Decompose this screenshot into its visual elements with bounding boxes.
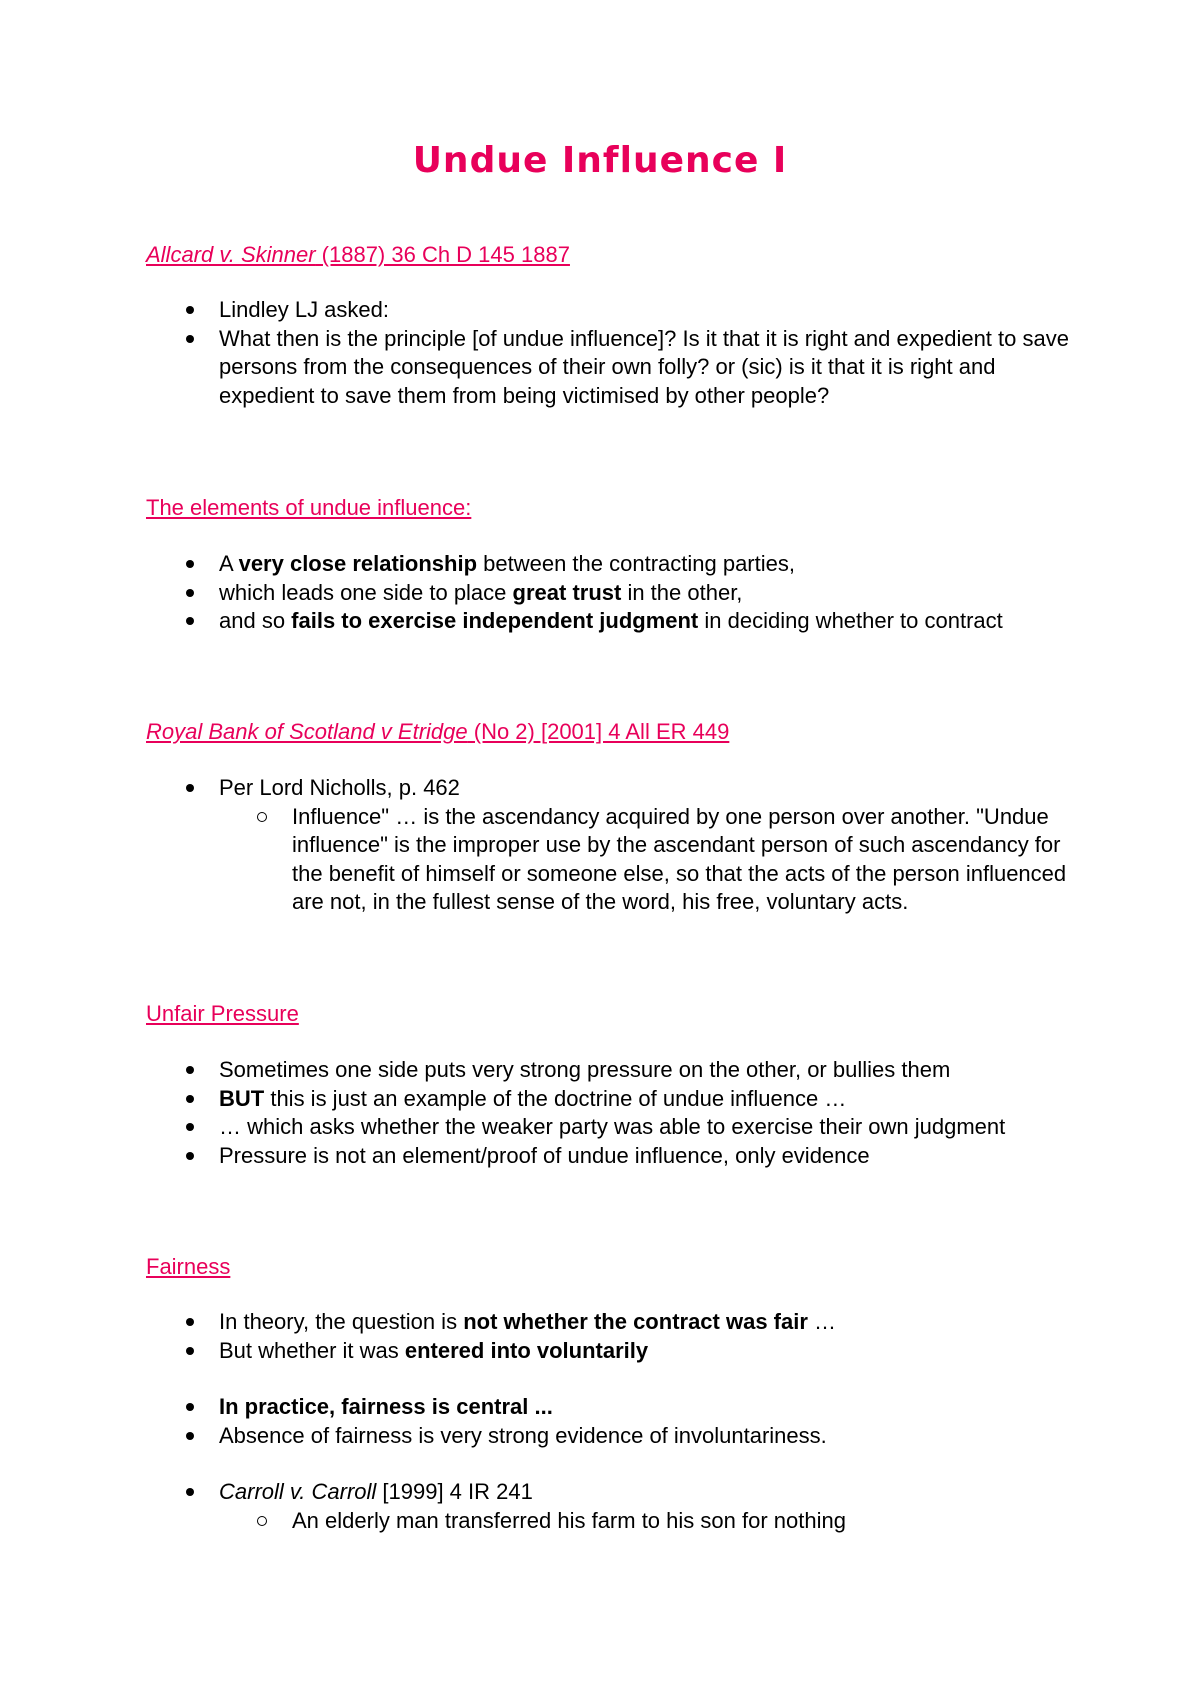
list-item: Pressure is not an element/proof of undue influence, only evidence (146, 1142, 1086, 1171)
list-item: Absence of fairness is very strong evidence of involuntariness. (146, 1422, 1086, 1451)
case-citation: (1887) 36 Ch D 145 1887 (315, 242, 570, 267)
list-item: … which asks whether the weaker party was able to exercise their own judgment (146, 1113, 1086, 1142)
case-citation: (No 2) [2001] 4 All ER 449 (467, 719, 730, 744)
fairness-practice-list (146, 1393, 1086, 1450)
unfair-pressure-bullet-list (146, 1056, 1086, 1170)
case-citation: [1999] 4 IR 241 (376, 1479, 533, 1504)
list-item: Sometimes one side puts very strong pressure on the other, or bullies them (146, 1056, 1086, 1085)
case-name: Allcard v. Skinner (146, 242, 316, 267)
heading-fairness: Fairness (146, 1254, 231, 1279)
list-item: A very close relationship between the contracting parties, (146, 550, 1086, 579)
heading-unfair-pressure: Unfair Pressure (146, 1001, 299, 1026)
heading-allcard-v-skinner (146, 242, 570, 268)
heading-royal-bank-v-etridge (146, 719, 729, 745)
case-name: Carroll v. Carroll (219, 1479, 377, 1504)
carroll-sub-list (219, 1507, 1086, 1536)
list-item: Lindley LJ asked: (146, 296, 1086, 325)
list-item: But whether it was entered into voluntarily (146, 1337, 1086, 1366)
list-item: and so fails to exercise independent judgment in deciding whether to contract (146, 607, 1086, 636)
list-item: What then is the principle [of undue influence]? Is it that it is right and expedient to save persons from the consequences of their own folly? or (sic) is it that it is right and expedient to save them from being victimised by other people? (146, 325, 1086, 411)
sub-list-item: Influence" … is the ascendancy acquired by one person over another. "Undue influence" is the improper use by the ascendant person of such ascendancy for the benefit of himself or someone else, so that the acts of the person influenced are not, in the fullest sense of the word, his free, voluntary acts. (219, 803, 1086, 917)
case-name: Royal Bank of Scotland v Etridge (146, 719, 468, 744)
list-item: Per Lord Nicholls, p. 462 Influence" … is the ascendancy acquired by one person over another. "Undue influence" is the improper use by the ascendant person of such ascendancy for the benefit of himself or someone else, so that the acts of the person influenced are not, in the fullest sense of the word, his free, voluntary acts. (146, 774, 1086, 917)
fairness-case-list (146, 1478, 1086, 1535)
etridge-sub-list (219, 803, 1086, 917)
list-item: which leads one side to place great trust in the other, (146, 579, 1086, 608)
etridge-bullet-list (146, 774, 1086, 917)
list-item: In practice, fairness is central ... (146, 1393, 1086, 1422)
fairness-bullet-list (146, 1308, 1086, 1365)
page-title: Undue Influence I (412, 140, 788, 181)
elements-bullet-list (146, 550, 1086, 636)
heading-elements-of-undue-influence: The elements of undue influence: (146, 495, 472, 520)
list-item: In theory, the question is not whether the contract was fair … (146, 1308, 1086, 1337)
list-item (146, 1478, 1086, 1535)
list-item: BUT this is just an example of the doctrine of undue influence … (146, 1085, 1086, 1114)
sub-list-item: An elderly man transferred his farm to his son for nothing (219, 1507, 1086, 1536)
allcard-bullet-list (146, 296, 1086, 410)
